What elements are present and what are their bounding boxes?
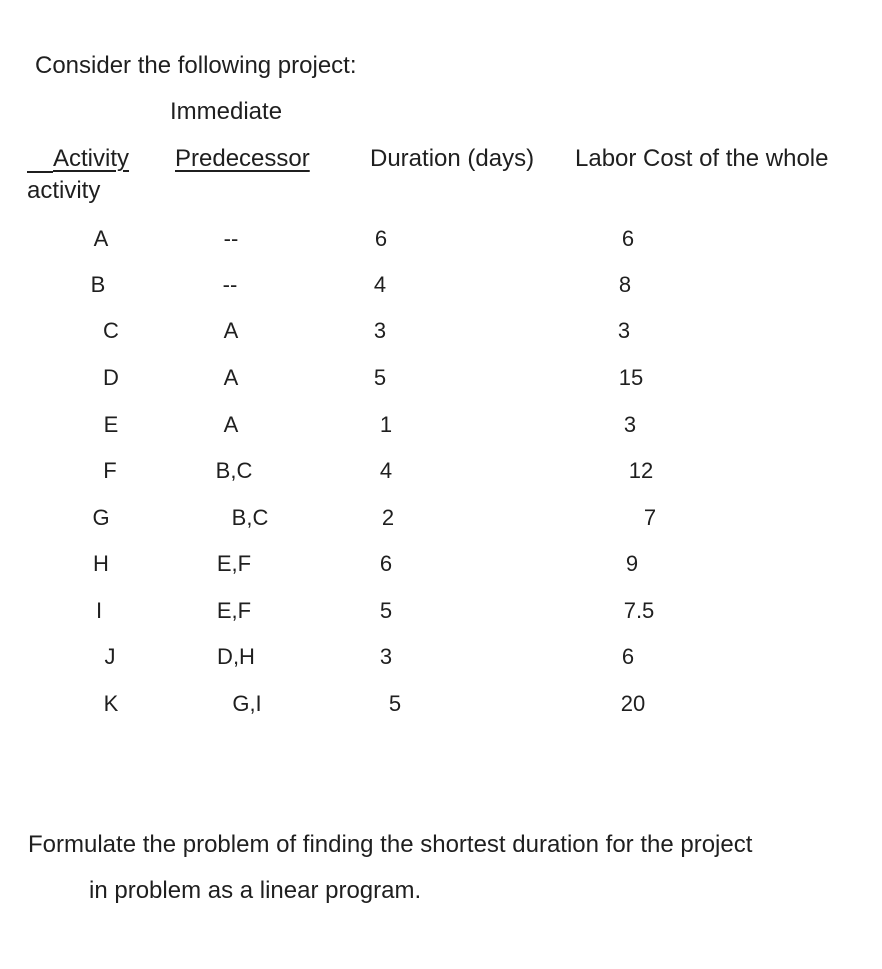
predecessor-cell: B,C (215, 458, 253, 483)
predecessor-cell: B,C (231, 505, 269, 530)
predecessor-cell: E,F (216, 598, 252, 623)
activity-cell: F (103, 458, 117, 483)
activity-header: Activity (53, 145, 130, 172)
duration-header: Duration (days) (370, 145, 535, 172)
activity-header-rule (27, 171, 53, 173)
predecessor-cell: A (223, 412, 239, 437)
duration-cell: 3 (373, 318, 387, 343)
duration-cell: 4 (373, 272, 387, 297)
labor-cost-cell: 7 (643, 505, 657, 530)
labor-cost-header: Labor Cost of the whole (575, 145, 829, 172)
predecessor-cell: D,H (217, 644, 255, 669)
labor-cost-cell: 6 (621, 226, 635, 251)
activity-cell: I (95, 598, 103, 623)
duration-cell: 4 (379, 458, 393, 483)
activity-cell: B (90, 272, 106, 297)
duration-cell: 2 (381, 505, 395, 530)
question-line-2: in problem as a linear program. (89, 877, 422, 904)
intro-text: Consider the following project: (35, 52, 357, 79)
activity-cell: E (103, 412, 119, 437)
labor-cost-cell: 8 (618, 272, 632, 297)
predecessor-header: Predecessor (175, 145, 310, 172)
labor-cost-cell: 20 (620, 691, 646, 716)
activity-cell: G (92, 505, 110, 530)
predecessor-header-top: Immediate (170, 98, 283, 125)
predecessor-cell: A (223, 365, 239, 390)
labor-cost-cell: 7.5 (623, 598, 655, 623)
labor-cost-cell: 9 (625, 551, 639, 576)
activity-cell: H (93, 551, 109, 576)
labor-cost-header-wrap: activity (27, 177, 101, 204)
activity-cell: A (93, 226, 109, 251)
activity-cell: D (103, 365, 119, 390)
duration-cell: 6 (379, 551, 393, 576)
labor-cost-cell: 12 (628, 458, 654, 483)
predecessor-cell: G,I (232, 691, 262, 716)
activity-cell: J (104, 644, 116, 669)
predecessor-cell: A (223, 318, 239, 343)
labor-cost-cell: 15 (618, 365, 644, 390)
duration-cell: 5 (373, 365, 387, 390)
labor-cost-cell: 3 (617, 318, 631, 343)
duration-cell: 5 (379, 598, 393, 623)
duration-cell: 3 (379, 644, 393, 669)
predecessor-cell: -- (222, 272, 238, 297)
duration-cell: 6 (374, 226, 388, 251)
predecessor-cell: E,F (216, 551, 252, 576)
activity-cell: K (103, 691, 119, 716)
labor-cost-cell: 3 (623, 412, 637, 437)
activity-cell: C (103, 318, 119, 343)
labor-cost-cell: 6 (621, 644, 635, 669)
predecessor-cell: -- (223, 226, 239, 251)
duration-cell: 1 (379, 412, 393, 437)
question-line-1: Formulate the problem of finding the shortest duration for the project (28, 831, 753, 858)
duration-cell: 5 (388, 691, 402, 716)
